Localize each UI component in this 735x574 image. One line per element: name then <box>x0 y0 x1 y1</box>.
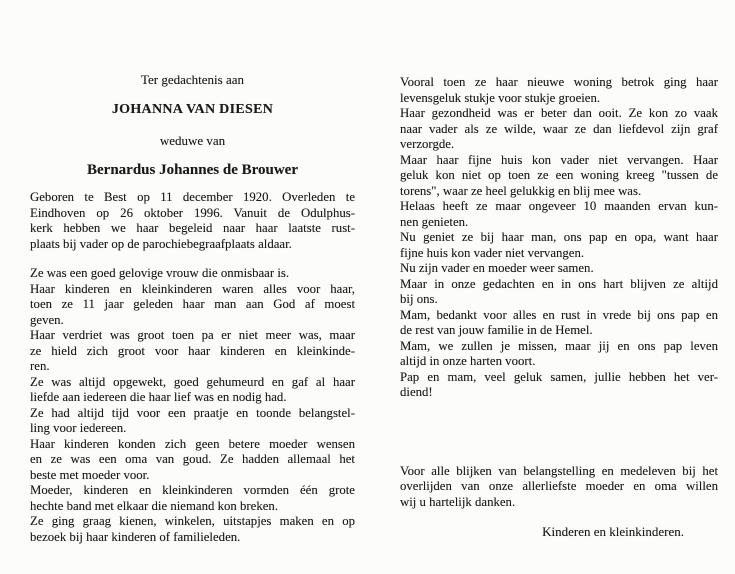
text-line: kerk hebben we haar begeleid naar haar laatste rust- <box>30 221 355 235</box>
left-column <box>30 66 355 545</box>
text-line: wij u hartelijk danken. <box>400 494 516 509</box>
paragraph <box>30 406 355 437</box>
text-line: Helaas heeft ze maar ongeveer 10 maanden ervan kun- <box>400 199 718 213</box>
signature: Kinderen en kleinkinderen. <box>542 524 684 539</box>
paragraph <box>400 308 718 339</box>
text-line: hechte band met elkaar die niemand kon breken. <box>30 498 279 513</box>
paragraph <box>400 199 718 230</box>
text-line: Ze had altijd tijd voor een praatje en toonde belangstel- <box>30 405 355 420</box>
paragraph <box>30 282 355 329</box>
text-line: Ze was een goed gelovige vrouw die onmisbaar is. <box>30 266 290 280</box>
relation-text: weduwe van <box>159 133 226 148</box>
text-line: Pap en mam, veel geluk samen, jullie hebben het ver- <box>400 369 718 384</box>
paragraph <box>30 514 355 545</box>
spouse-name: Bernardus Johannes de Brouwer <box>87 162 298 178</box>
text-line: ling voor iedereen. <box>30 421 127 435</box>
left-body-text <box>30 266 355 545</box>
text-line: ren. <box>30 359 50 373</box>
text-line: Maar haar fijne huis kon vader niet vervangen. Haar <box>400 152 718 167</box>
text-line: de rest van jouw familie in de Hemel. <box>400 323 593 337</box>
text-line: Haar kinderen en kleinkinderen waren alles voor haar, <box>30 281 355 296</box>
text-line: altijd in onze harten voort. <box>400 354 536 368</box>
text-line: naar vader als ze wilde, waar ze dan liefdevol zijn graf <box>400 121 718 136</box>
text-line: nen genieten. <box>400 214 469 229</box>
text-line: Vooral toen ze haar nieuwe woning betrok ging haar <box>400 75 718 89</box>
paragraph <box>400 106 718 153</box>
paragraph <box>400 370 718 401</box>
text-line: geven. <box>30 312 64 327</box>
paragraph <box>30 437 355 484</box>
text-line: diend! <box>400 385 433 399</box>
text-line: bij ons. <box>400 292 438 306</box>
deceased-name: JOHANNA VAN DIESEN <box>111 102 274 117</box>
acknowledgement <box>400 459 718 511</box>
text-line: toen ze 11 jaar geleden haar man aan God af moest <box>30 297 355 311</box>
right-body-text <box>400 70 718 401</box>
text-line: fijne huis kon vader niet vervangen. <box>400 245 585 260</box>
paragraph <box>30 375 355 406</box>
text-line: Haar gezondheid was er beter dan ooit. Ze kon zo vaak <box>400 106 718 120</box>
text-line: Mam, bedankt voor alles en rust in vrede bij ons pap en <box>400 307 718 322</box>
text-line: Nu geniet ze bij haar man, ons pap en opa, want haar <box>400 230 718 244</box>
text-line: Mam, we zullen je missen, maar jij en ons pap leven <box>400 338 718 353</box>
text-line: bezoek bij haar kinderen of familieleden. <box>30 529 241 544</box>
intro-paragraph <box>30 190 355 252</box>
paragraph <box>30 328 355 375</box>
paragraph <box>400 339 718 370</box>
right-column <box>400 70 718 540</box>
text-line: en ze was een oma van goud. Ze hadden allemaal het <box>30 452 355 466</box>
text-line: liefde aan iedereen die haar lief was en nodig had. <box>30 390 287 404</box>
paragraph <box>400 230 718 261</box>
paragraph <box>400 464 718 511</box>
paragraph <box>400 277 718 308</box>
text-line: Moeder, kinderen en kleinkinderen vormden één grote <box>30 483 355 497</box>
text-line: Ze was altijd opgewekt, goed gehumeurd en gaf al haar <box>30 374 355 389</box>
paragraph <box>30 266 355 282</box>
text-line: levensgeluk stukje voor stukje groeien. <box>400 90 601 105</box>
text-line: torens", waar ze heel gelukkig en blij mee was. <box>400 183 642 198</box>
paragraph <box>400 261 718 277</box>
text-line: Voor alle blijken van belangstelling en medeleven bij het <box>400 463 718 478</box>
text-line: Geboren te Best op 11 december 1920. Overleden te <box>30 190 355 204</box>
paragraph <box>30 190 355 252</box>
text-line: plaats bij vader op de parochiebegraafplaats aldaar. <box>30 236 292 251</box>
text-line: Haar verdriet was groot toen pa er niet meer was, maar <box>30 328 355 342</box>
text-line: Maar in onze gedachten en in ons hart blijven ze altijd <box>400 276 718 291</box>
text-line: beste met moeder voor. <box>30 467 150 482</box>
text-line: Nu zijn vader en moeder weer samen. <box>400 261 594 275</box>
text-line: verzorgde. <box>400 137 455 151</box>
paragraph <box>400 75 718 106</box>
text-line: Haar kinderen konden zich geen betere moeder wensen <box>30 436 355 451</box>
text-line: geluk kon niet op toen ze een woning kreeg "tussen de <box>400 168 718 182</box>
paragraph <box>400 153 718 200</box>
text-line: overlijden van onze allerliefste moeder en oma willen <box>400 479 718 493</box>
text-line: ze hield zich groot voor haar kinderen en kleinkinde- <box>30 343 355 358</box>
text-line: Eindhoven op 26 oktober 1996. Vanuit de Odulphus- <box>30 205 355 220</box>
paragraph <box>30 483 355 514</box>
text-line: Ze ging graag kienen, winkelen, uitstapjes maken en op <box>30 514 355 528</box>
dedication-text: Ter gedachtenis aan <box>140 72 245 87</box>
